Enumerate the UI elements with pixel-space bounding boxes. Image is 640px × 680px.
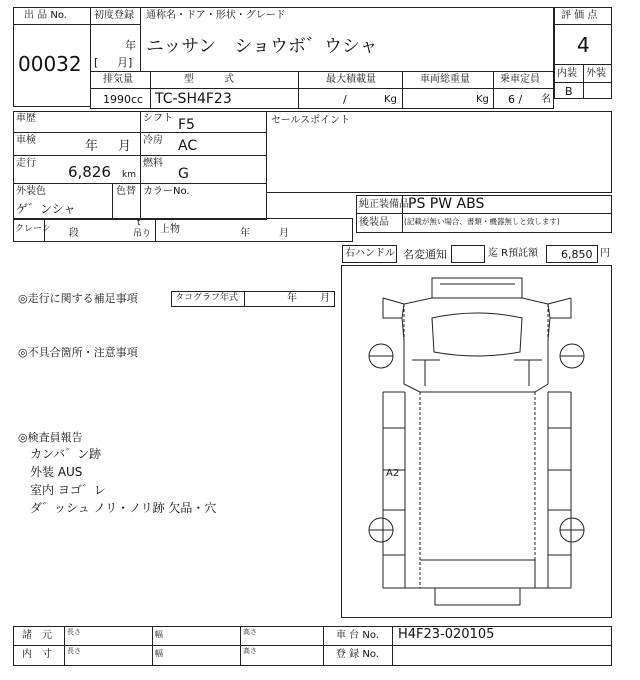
- equipment-label: 純正装備品: [359, 199, 409, 210]
- report-line-1: カンバ゛ン跡: [30, 447, 102, 461]
- crane-label: クレーン: [15, 224, 51, 234]
- inner-length-label: 長さ: [67, 647, 81, 655]
- inner-dims-label: 内 寸: [22, 649, 52, 660]
- grade-label: 評 価 点: [561, 10, 598, 21]
- max-load-slash: /: [343, 93, 347, 106]
- reg-month-open: [: [94, 56, 99, 69]
- capacity-unit: 名: [541, 94, 551, 105]
- color-no-label: カラーNo.: [143, 186, 190, 197]
- aircon-label: 冷房: [143, 135, 163, 146]
- model-label: 型 式: [184, 74, 234, 85]
- body-year: 年: [240, 228, 250, 239]
- reg-month-unit: 月]: [117, 56, 133, 69]
- shift-value: F5: [178, 117, 195, 133]
- fuel-value: G: [178, 166, 189, 182]
- color-value: ゲ゛ンシャ: [16, 202, 76, 216]
- tacho-month: 月: [320, 293, 330, 304]
- fuel-label: 燃料: [143, 158, 163, 169]
- reg-year-unit: 年: [125, 39, 136, 52]
- footer-table: [13, 626, 612, 666]
- tacho-year: 年: [287, 293, 297, 304]
- first-reg-label: 初度登録: [94, 10, 134, 21]
- displacement-value: 1990: [103, 93, 131, 106]
- crane-hang: 吊り: [133, 229, 152, 239]
- grade-value: 4: [577, 33, 590, 57]
- divider: [64, 626, 65, 665]
- history-label: 車歴: [16, 113, 36, 124]
- displacement-label: 排気量: [103, 74, 133, 85]
- exterior-label: 外装: [586, 68, 606, 79]
- inspector-report-label: ◎検査員報告: [18, 431, 83, 444]
- color-change-label: 色替: [116, 186, 136, 197]
- tacho-label: タコグラフ年式: [175, 293, 239, 303]
- inspection-year: 年: [85, 139, 99, 154]
- equipment-value: PS PW ABS: [408, 196, 485, 212]
- damage-code-a2: A2: [386, 468, 400, 479]
- aftermarket-note: (記載が無い場合、書類・機器無しと致します): [404, 217, 560, 226]
- interior-label: 内装: [557, 68, 577, 79]
- aircon-value: AC: [178, 138, 198, 154]
- mileage-value: 6,826: [68, 163, 111, 181]
- chassis-number: H4F23-020105: [398, 627, 495, 642]
- displacement-unit: cc: [131, 93, 144, 106]
- divider: [240, 626, 241, 665]
- divider: [323, 626, 324, 665]
- total-weight-label: 車両総重量: [420, 74, 470, 85]
- divider: [13, 645, 612, 646]
- body-label: 上物: [160, 224, 180, 235]
- name-change-label: 名変通知: [403, 248, 447, 261]
- driving-notes-label: ◎走行に関する補足事項: [18, 292, 138, 305]
- mileage-unit: km: [122, 170, 136, 180]
- crane-stage: 段: [69, 228, 79, 239]
- max-load-label: 最大積載量: [326, 74, 376, 85]
- registration-label: 登 録 No.: [336, 649, 379, 660]
- height-label: 高さ: [243, 628, 257, 636]
- divider: [152, 626, 153, 665]
- aftermarket-label: 後装品: [359, 217, 389, 228]
- max-load-unit: Kg: [384, 94, 397, 105]
- car-name: ニッサン ショウボ゛ウシャ: [146, 36, 378, 57]
- capacity-value: 6 /: [508, 93, 523, 106]
- length-label: 長さ: [67, 628, 81, 636]
- chassis-label: 車 台 No.: [336, 630, 379, 641]
- inspection-label: 車検: [16, 135, 36, 146]
- shift-label: シフト: [143, 113, 173, 124]
- report-line-3: 室内 ヨゴ゛レ: [30, 483, 106, 497]
- model-value: TC-SH4F23: [155, 91, 232, 107]
- body-month: 月: [279, 228, 289, 239]
- defect-label: ◎不具合箇所・注意事項: [18, 346, 138, 359]
- sales-point-label: セールスポイント: [271, 115, 351, 126]
- interior-grade: B: [565, 85, 573, 98]
- rhd-label: 右ハンドル: [345, 248, 395, 259]
- dims-label: 諸 元: [22, 630, 52, 641]
- inner-height-label: 高さ: [243, 647, 257, 655]
- car-name-label: 通称名・ドア・形状・グレード: [146, 10, 286, 21]
- lot-number-label: 出 品 No.: [24, 10, 67, 21]
- deposit-label: 迄 R預託額: [488, 248, 539, 259]
- deposit-value: 6,850: [561, 248, 593, 261]
- mileage-label: 走行: [16, 158, 36, 169]
- inner-width-label: 幅: [155, 649, 163, 658]
- lot-number: 00032: [18, 52, 82, 76]
- capacity-label: 乗車定員: [500, 74, 540, 85]
- inspection-month: 月: [118, 139, 132, 154]
- divider: [392, 626, 393, 665]
- total-weight-unit: Kg: [476, 94, 489, 105]
- yen-unit: 円: [600, 248, 610, 259]
- report-line-4: ダ゛ッシュ ノリ・ノリ跡 欠品・穴: [30, 501, 217, 515]
- color-label: 外装色: [16, 186, 46, 197]
- report-line-2: 外装 AUS: [30, 465, 83, 479]
- width-label: 幅: [155, 630, 163, 639]
- crane-ton: t: [137, 218, 141, 228]
